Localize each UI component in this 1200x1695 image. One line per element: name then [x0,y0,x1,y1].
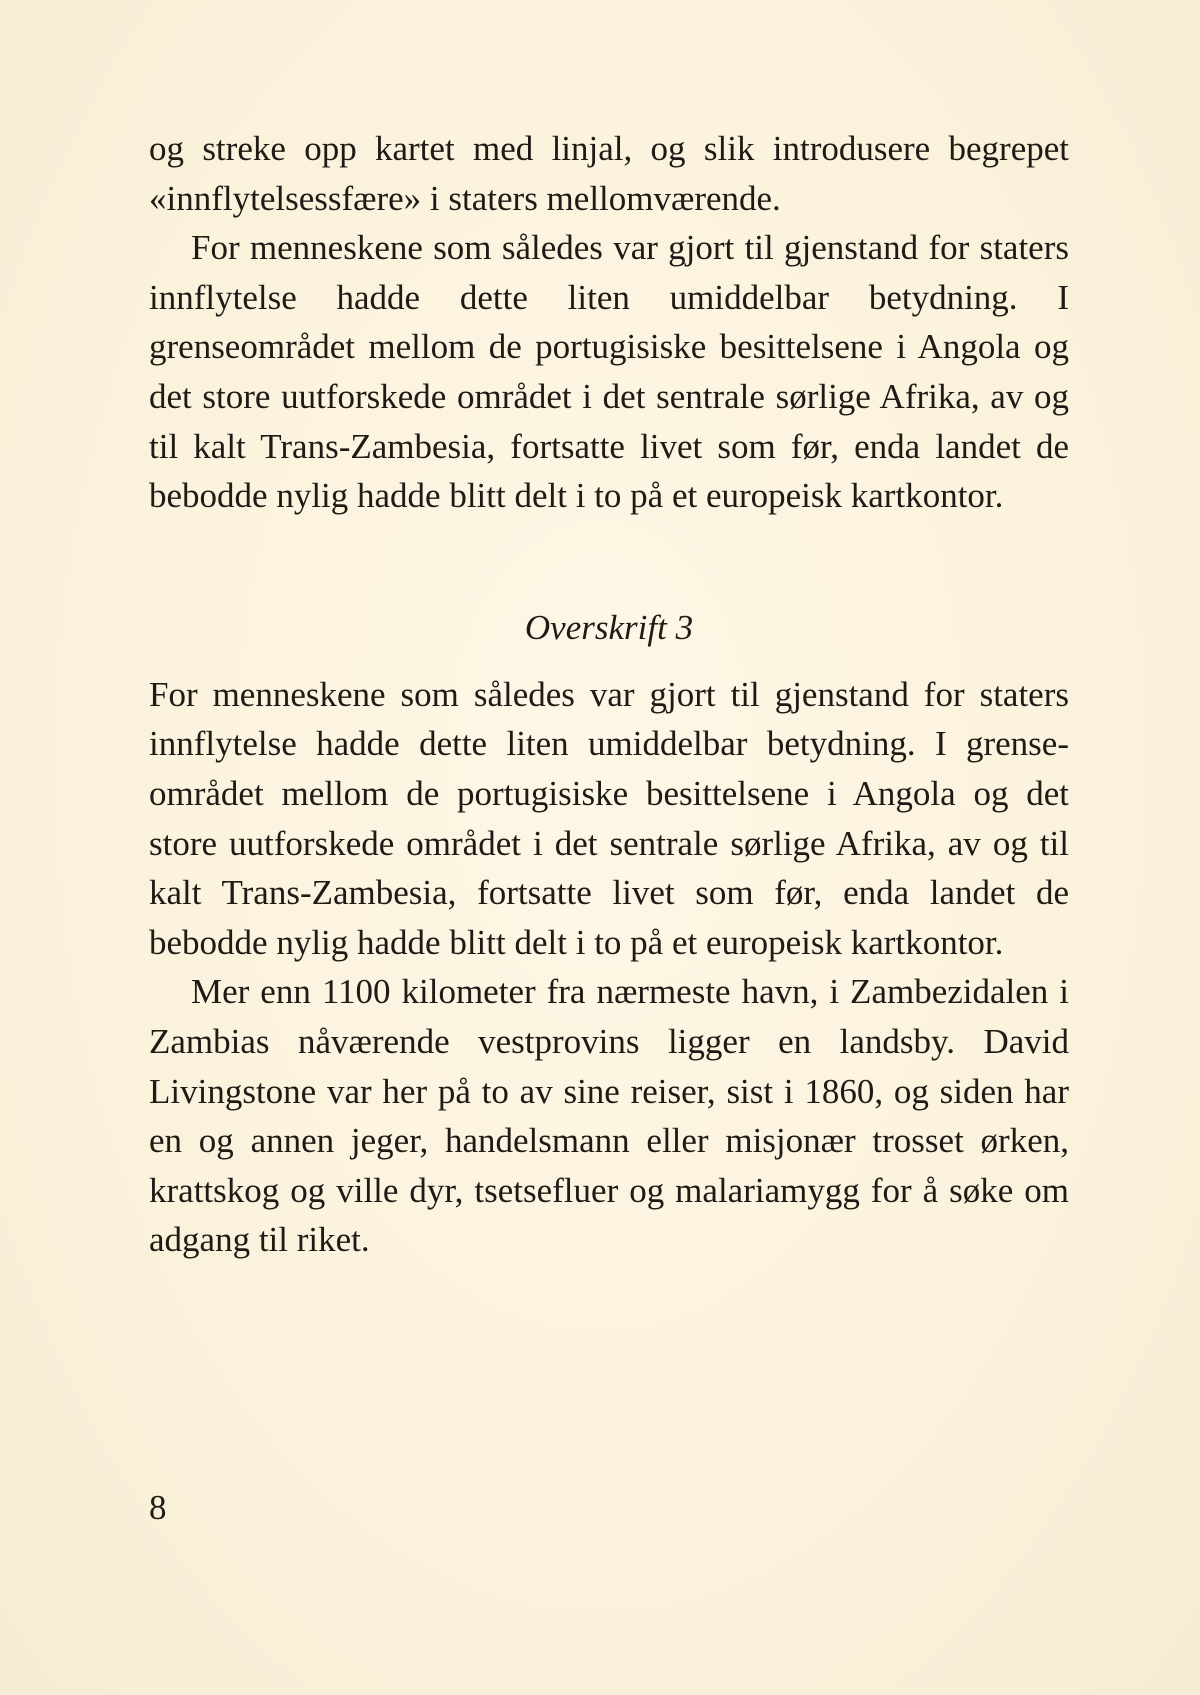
page-body [149,124,1069,1265]
paragraph-continuation: og streke opp kartet med linjal, og slik introdusere begrepet «innflytelsessfære» i staters mellomværende. [149,129,1069,218]
section-heading: Overskrift 3 [524,607,694,647]
paragraph: Mer enn 1100 kilometer fra nærmeste havn, i Zambezidalen i Zambias nåværende vestprovins ligger en landsby. David Livingstone var her på to av sine reiser, sist i 1860, og siden har en og annen jeger, handelsmann eller misjonær trosset ørken, krattskog og ville dyr, tsetsefluer og malariamygg for å søke om adgang til riket. [149,972,1069,1260]
paragraph: For menneskene som således var gjort til gjenstand for staters innflytelse hadde dette liten umiddelbar betydning. I grenseområdet mellom de portugisiske besittelsene i Angola og det store uutforskede området i det sentrale sørlige Afrika, av og til kalt Trans-Zambesia, fortsatte livet som før, enda landet de bebodde nylig hadde blitt delt i to på et europeisk kartkontor. [149,228,1069,516]
paragraph: For menneskene som således var gjort til gjenstand for staters innflytelse hadde dette liten umiddelbar betydning. I grenseområdet mellom de portugisiske besittelsene i Angola og det store uutforskede området i det sentrale sørlige Afrika, av og til kalt Trans-Zambesia, fortsatte livet som før, enda landet de bebodde nylig hadde blitt delt i to på et europeisk kartkontor. [149,674,1069,962]
page-number: 8 [149,1488,167,1527]
section-body [149,670,1069,1265]
